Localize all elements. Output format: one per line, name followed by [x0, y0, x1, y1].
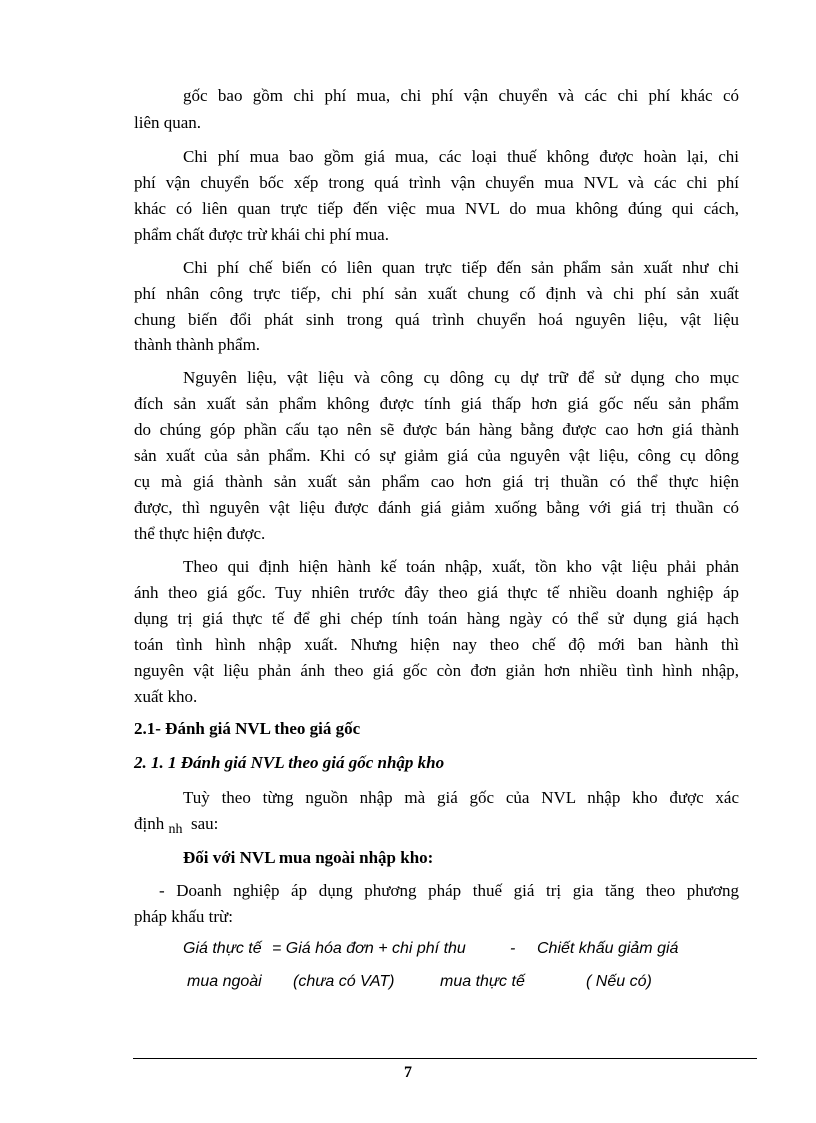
paragraph-line: - Doanh nghiệp áp dụng phương pháp thuế giá trị gia tăng theo phương: [159, 881, 739, 900]
paragraph-line: sản xuất của sản phẩm. Khi có sự giảm giá của nguyên vật liệu, công cụ dông: [134, 446, 739, 465]
formula-term: -: [510, 940, 516, 957]
paragraph-line: được, thì nguyên vật liệu được đánh giá giảm xuống bằng với giá trị thuần có: [134, 498, 739, 517]
paragraph-line: thành thành phẩm.: [134, 335, 261, 354]
formula-term: mua ngoài: [187, 973, 262, 990]
formula-term: mua thực tế: [440, 973, 525, 990]
paragraph-line: do chúng góp phần cấu tạo nên sẽ được bán hàng bằng được cao hơn giá thành: [134, 420, 739, 439]
paragraph-line: ánh theo giá gốc. Tuy nhiên trước đây theo giá thực tế nhiều doanh nghiệp áp: [134, 583, 739, 602]
paragraph-line: chung biến đổi phát sinh trong quá trình chuyển hoá nguyên liệu, vật liệu: [134, 310, 739, 329]
footer-rule: [133, 1058, 757, 1059]
paragraph-line: dụng trị giá thực tế để ghi chép tính toán hàng ngày có thể sử dụng giá hạch: [134, 609, 739, 628]
paragraph-line: gốc bao gồm chi phí mua, chi phí vận chuyển và các chi phí khác có: [183, 86, 739, 105]
paragraph-line: thể thực hiện được.: [134, 524, 266, 543]
subsection-heading: 2. 1. 1 Đánh giá NVL theo giá gốc nhập kho: [134, 753, 445, 772]
paragraph-line: phí vận chuyển bốc xếp trong quá trình vận chuyển mua NVL và các chi phí: [134, 173, 739, 192]
formula-term: = Giá hóa đơn + chi phí thu: [272, 940, 466, 957]
paragraph-line: Chi phí mua bao gồm giá mua, các loại thuế không được hoàn lại, chi: [183, 147, 739, 166]
paragraph-line: toán tình hình nhập xuất. Nhưng hiện nay theo chế độ mới ban hành thì: [134, 635, 739, 654]
paragraph-line: xuất kho.: [134, 687, 198, 706]
paragraph-line: Theo qui định hiện hành kế toán nhập, xuất, tồn kho vật liệu phải phản: [183, 557, 739, 576]
paragraph-line: Chi phí chế biến có liên quan trực tiếp đến sản phẩm sản xuất như chi: [183, 258, 739, 277]
paragraph-line: Nguyên liệu, vật liệu và công cụ dông cụ dự trữ để sử dụng cho mục: [183, 368, 739, 387]
paragraph-line: cụ mà giá thành sản xuất sản phẩm cao hơn giá trị thuần có thể thực hiện: [134, 472, 739, 491]
formula-term: ( Nếu có): [586, 973, 652, 990]
formula-term: Chiết khấu giảm giá: [537, 940, 679, 957]
paragraph-line: phí nhân công trực tiếp, chi phí sản xuất chung cố định và chi phí sản xuất: [134, 284, 739, 303]
formula-term: Giá thực tế: [183, 940, 262, 957]
paragraph-line: Tuỳ theo từng nguồn nhập mà giá gốc của NVL nhập kho được xác: [183, 788, 739, 807]
bold-subheading: Đối với NVL mua ngoài nhập kho:: [183, 848, 434, 867]
text-run: nh: [168, 822, 183, 837]
paragraph-line: khác có liên quan trực tiếp đến việc mua NVL do mua không đúng qui cách,: [134, 199, 739, 218]
page-number: 7: [404, 1064, 412, 1081]
section-heading: 2.1- Đánh giá NVL theo giá gốc: [134, 719, 361, 738]
paragraph-line: liên quan.: [134, 113, 202, 132]
text-run: định: [134, 814, 165, 833]
formula-term: (chưa có VAT): [293, 973, 395, 990]
paragraph-line: pháp khấu trừ:: [134, 907, 233, 926]
paragraph-line: nguyên vật liệu phản ánh theo giá gốc còn đơn giản hơn nhiều tình hình nhập,: [134, 661, 739, 680]
paragraph-line: [134, 814, 218, 836]
paragraph-line: phẩm chất được trừ khái chi phí mua.: [134, 225, 389, 244]
paragraph-line: đích sản xuất sản phẩm không được tính giá thấp hơn giá gốc nếu sản phẩm: [134, 394, 739, 413]
text-run: sau:: [190, 814, 219, 833]
